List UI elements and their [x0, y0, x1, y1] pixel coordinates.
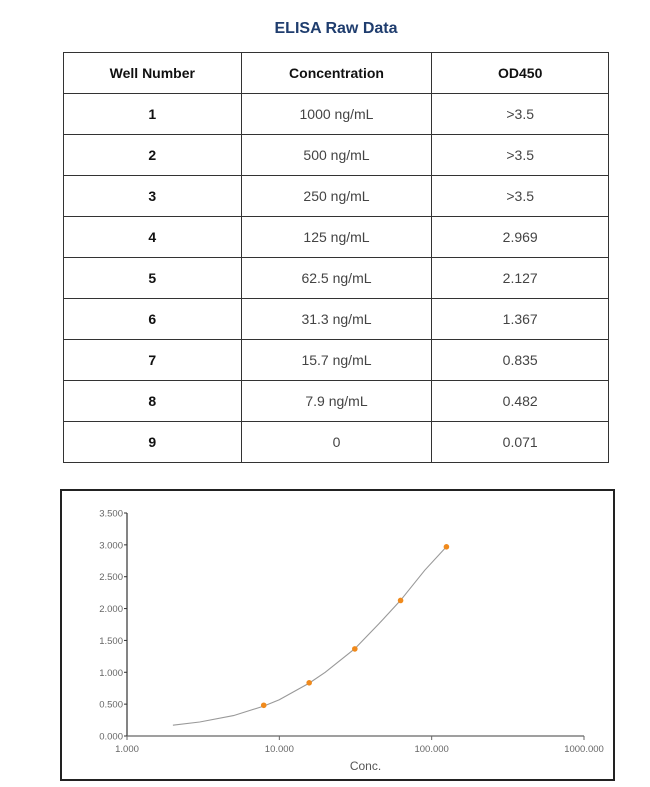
- concentration-cell: 0: [241, 422, 432, 463]
- concentration-cell: 7.9 ng/mL: [241, 381, 432, 422]
- x-tick-label: 100.000: [414, 744, 449, 755]
- concentration-cell: 62.5 ng/mL: [241, 258, 432, 299]
- header-od450: OD450: [432, 53, 609, 94]
- table-row: [64, 176, 609, 217]
- od450-cell: >3.5: [432, 135, 609, 176]
- table-header-row: [64, 53, 609, 94]
- y-tick-label: 2.000: [99, 604, 123, 616]
- header-concentration: Concentration: [241, 53, 432, 94]
- table-row: [64, 258, 609, 299]
- y-tick-label: 0.000: [99, 731, 123, 743]
- x-tick-label: 1000.000: [564, 744, 604, 755]
- y-tick-label: 2.500: [99, 572, 123, 584]
- data-point: [398, 598, 404, 604]
- y-tick-label: 1.000: [99, 667, 123, 679]
- standard-curve-chart: [60, 489, 615, 781]
- well-number-cell: 1: [64, 94, 242, 135]
- od450-cell: 2.969: [432, 217, 609, 258]
- table-row: [64, 299, 609, 340]
- well-number-cell: 2: [64, 135, 242, 176]
- well-number-cell: 7: [64, 340, 242, 381]
- well-number-cell: 8: [64, 381, 242, 422]
- od450-cell: >3.5: [432, 94, 609, 135]
- data-point: [444, 544, 450, 550]
- fitted-curve-line: [173, 547, 447, 725]
- table-row: [64, 135, 609, 176]
- data-point: [352, 646, 358, 652]
- y-tick-label: 0.500: [99, 699, 123, 711]
- od450-cell: 0.071: [432, 422, 609, 463]
- x-tick-label: 1.000: [115, 744, 139, 755]
- table-row: [64, 422, 609, 463]
- header-well-number: Well Number: [64, 53, 242, 94]
- well-number-cell: 4: [64, 217, 242, 258]
- od450-cell: 1.367: [432, 299, 609, 340]
- table-row: [64, 217, 609, 258]
- data-point: [261, 702, 267, 708]
- od450-cell: 0.835: [432, 340, 609, 381]
- page-title: ELISA Raw Data: [274, 20, 398, 37]
- concentration-cell: 31.3 ng/mL: [241, 299, 432, 340]
- concentration-cell: 125 ng/mL: [241, 217, 432, 258]
- table-row: [64, 340, 609, 381]
- od450-cell: 2.127: [432, 258, 609, 299]
- well-number-cell: 5: [64, 258, 242, 299]
- data-point: [306, 680, 312, 686]
- concentration-cell: 15.7 ng/mL: [241, 340, 432, 381]
- well-number-cell: 3: [64, 176, 242, 217]
- y-tick-label: 3.000: [99, 540, 123, 552]
- table-row: [64, 94, 609, 135]
- concentration-cell: 500 ng/mL: [241, 135, 432, 176]
- well-number-cell: 9: [64, 422, 242, 463]
- concentration-cell: 250 ng/mL: [241, 176, 432, 217]
- chart-canvas: [62, 491, 613, 779]
- y-tick-label: 3.500: [99, 508, 123, 520]
- elisa-data-table: [63, 52, 609, 463]
- x-axis-label: Conc.: [349, 759, 382, 773]
- od450-cell: >3.5: [432, 176, 609, 217]
- concentration-cell: 1000 ng/mL: [241, 94, 432, 135]
- x-tick-label: 10.000: [264, 744, 294, 755]
- y-tick-label: 1.500: [99, 635, 123, 647]
- od450-cell: 0.482: [432, 381, 609, 422]
- well-number-cell: 6: [64, 299, 242, 340]
- table-row: [64, 381, 609, 422]
